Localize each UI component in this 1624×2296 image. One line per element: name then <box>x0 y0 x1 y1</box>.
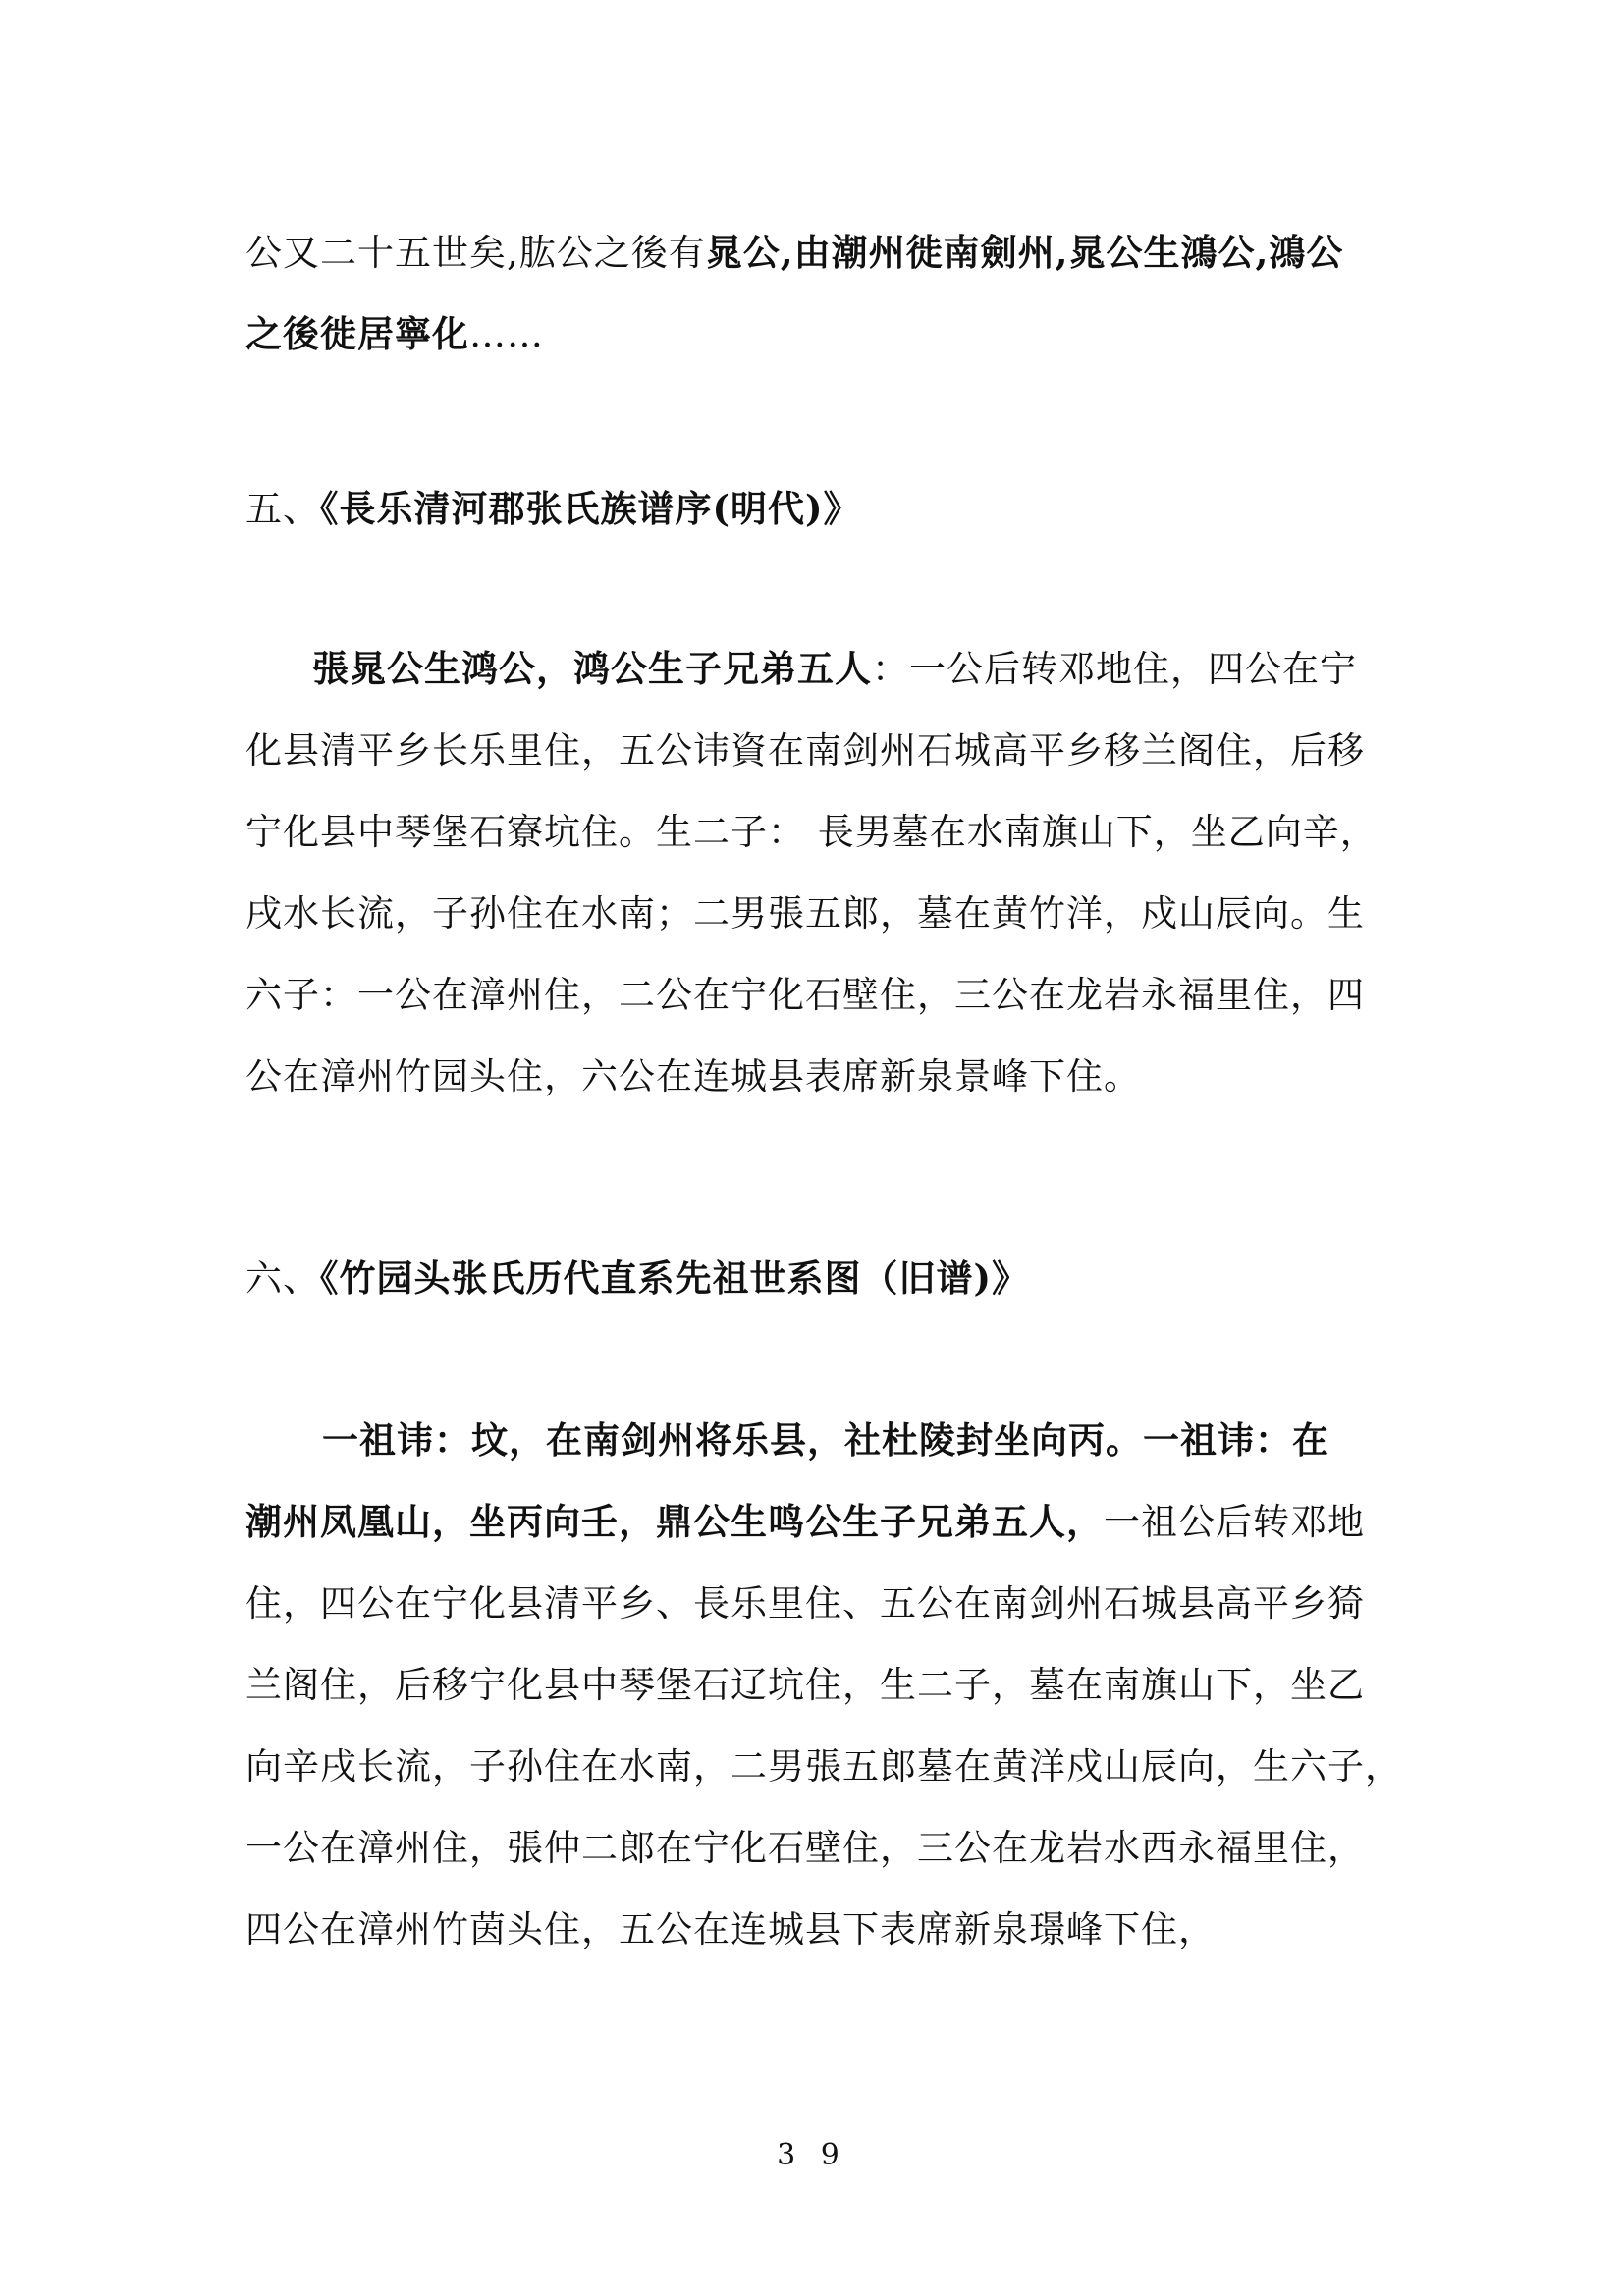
text-line <box>245 1400 1389 1481</box>
bold-text-run: 晁公,由潮州徙南劍州,晁公生鴻公,鴻公 <box>705 231 1344 274</box>
text-line <box>245 1481 1389 1563</box>
paragraph-section-5 <box>245 628 1389 1117</box>
text-line <box>245 294 1389 375</box>
paragraph-continuation <box>245 212 1389 375</box>
paragraph-section-6 <box>245 1400 1402 1970</box>
text-line <box>245 212 1389 294</box>
bold-text-run: 潮州凤凰山，坐丙向壬，鼎公生鸣公生子兄弟五人， <box>245 1500 1104 1543</box>
text-line: 一公在漳州住，張仲二郎在宁化石壁住，三公在龙岩水西永福里住， <box>245 1827 1365 1869</box>
text-line: 四公在漳州竹茵头住，五公在连城县下表席新泉璟峰下住， <box>245 1908 1216 1950</box>
section-heading-5 <box>245 479 861 532</box>
text-run: ：一公后转邓地住，四公在宁 <box>872 648 1357 690</box>
text-line <box>245 628 1389 710</box>
text-run: …… <box>469 313 544 355</box>
heading-title: 《長乐清河郡张氏族谱序(明代)》 <box>320 487 861 530</box>
heading-number: 五、 <box>245 488 320 530</box>
page-number: 3 9 <box>777 2138 847 2172</box>
text-line: 宁化县中琴堡石寮坑住。生二子： 長男墓在水南旗山下，坐乙向辛， <box>245 811 1378 853</box>
text-line: 六子：一公在漳州住，二公在宁化石壁住，三公在龙岩永福里住，四 <box>245 974 1365 1016</box>
text-run: 公又二十五世矣,肱公之後有 <box>245 232 706 274</box>
heading-number: 六、 <box>245 1257 320 1300</box>
bold-text-run: 張晁公生鸿公，鸿公生子兄弟五人 <box>312 647 872 690</box>
text-line: 住，四公在宁化县清平乡、長乐里住、五公在南剑州石城县高平乡猗 <box>245 1582 1365 1625</box>
section-heading-6 <box>245 1249 1029 1302</box>
heading-title: 《竹园头张氏历代直系先祖世系图（旧谱)》 <box>320 1256 1030 1300</box>
bold-text-run: 之後徙居寧化 <box>245 312 469 355</box>
text-line: 公在漳州竹园头住，六公在连城县表席新泉景峰下住。 <box>245 1055 1141 1097</box>
text-run: 一祖公后转邓地 <box>1104 1501 1365 1543</box>
text-line: 化县清平乡长乐里住，五公讳資在南剑州石城高平乡移兰阁住，后移 <box>245 729 1365 772</box>
text-line: 兰阁住，后移宁化县中琴堡石辽坑住，生二子，墓在南旗山下，坐乙 <box>245 1664 1365 1706</box>
bold-text-run: 一祖讳：坟，在南剑州将乐县，社杜陵封坐向丙。一祖讳：在 <box>322 1418 1329 1462</box>
text-line: 向辛戌长流，子孙住在水南，二男張五郎墓在黄洋戍山辰向，生六子， <box>245 1745 1402 1788</box>
text-line: 戌水长流，子孙住在水南；二男張五郎，墓在黄竹洋，戍山辰向。生 <box>245 892 1365 934</box>
